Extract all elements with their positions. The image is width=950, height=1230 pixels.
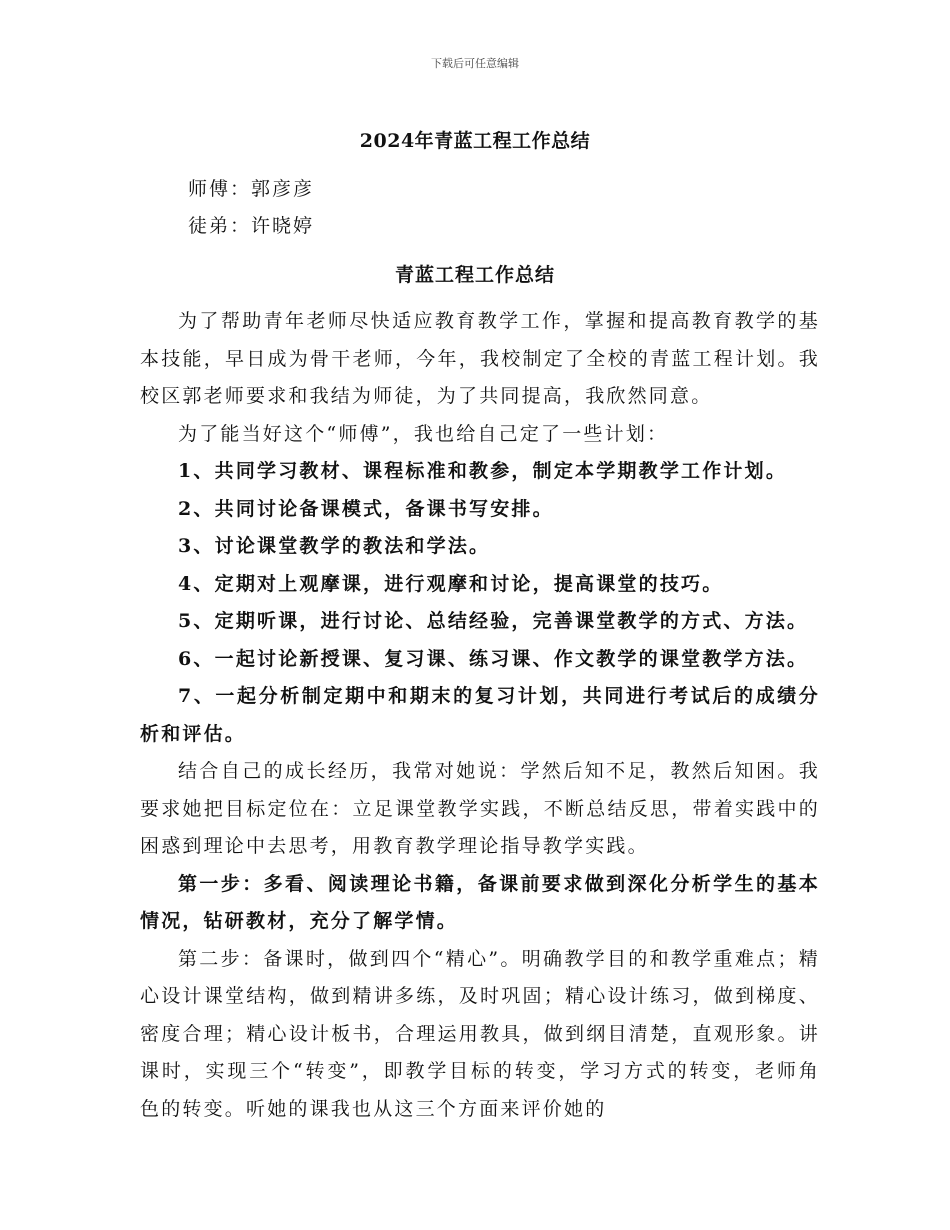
master-line: 师傅：郭彦彦 (188, 178, 315, 200)
paragraph-step-2: 第二步：备课时，做到四个“精心”。明确教学目的和教学重难点；精心设计课堂结构，做到精讲多练，及时巩固；精心设计练习，做到梯度、密度合理；精心设计板书，合理运用教具，做到纲目清楚，直观形象。讲课时，实现三个“转变”，即教学目标的转变，学习方式的转变，老师角色的转变。听她的课我也从这三个方面来评价她的 (140, 947, 820, 1120)
document-body (140, 303, 820, 1128)
plan-item-7: 7、一起分析制定期中和期末的复习计划，共同进行考试后的成绩分析和评估。 (140, 685, 820, 745)
plan-item-2: 2、共同讨论备课模式，备课书写安排。 (178, 497, 554, 520)
paragraph-plan-lead: 为了能当好这个“师傅”，我也给自己定了一些计划： (178, 422, 669, 445)
section-title: 青蓝工程工作总结 (394, 264, 555, 286)
plan-item-4: 4、定期对上观摩课，进行观摩和讨论，提高课堂的技巧。 (178, 572, 724, 595)
plan-item-1: 1、共同学习教材、课程标准和教参，制定本学期教学工作计划。 (178, 460, 788, 482)
apprentice-line: 徒弟：许晓婷 (188, 215, 315, 237)
plan-item-5: 5、定期听课，进行讨论、总结经验，完善课堂教学的方式、方法。 (178, 610, 809, 632)
paragraph-intro: 为了帮助青年老师尽快适应教育教学工作，掌握和提高教育教学的基本技能，早日成为骨干老师，今年，我校制定了全校的青蓝工程计划。我校区郭老师要求和我结为师徒，为了共同提高，我欣然同意。 (140, 310, 820, 407)
plan-item-3: 3、讨论课堂教学的教法和学法。 (178, 535, 491, 557)
paragraph-step-1: 第一步：多看、阅读理论书籍，备课前要求做到深化分析学生的基本情况，钻研教材，充分了解学情。 (140, 872, 820, 932)
paragraph-experience: 结合自己的成长经历，我常对她说：学然后知不足，教然后知困。我要求她把目标定位在：立足课堂教学实践，不断总结反思，带着实践中的困惑到理论中去思考，用教育教学理论指导教学实践。 (140, 760, 820, 857)
document-title: 2024年青蓝工程工作总结 (359, 130, 591, 152)
header-note: 下载后可任意编辑 (431, 57, 519, 70)
plan-item-6: 6、一起讨论新授课、复习课、练习课、作文教学的课堂教学方法。 (178, 647, 809, 670)
